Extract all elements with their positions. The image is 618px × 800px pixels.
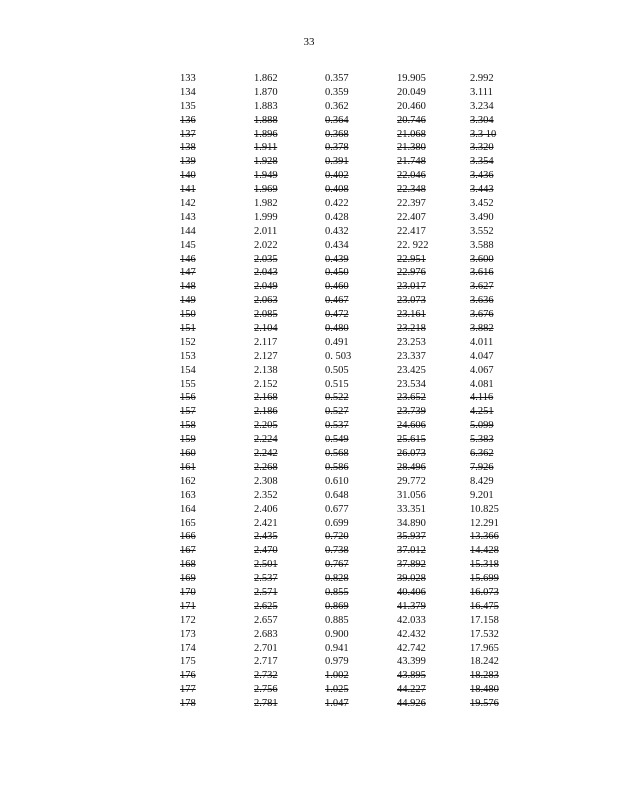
table-cell: 0.677 — [325, 503, 349, 515]
table-cell: 2.701 — [254, 642, 278, 654]
table-cell: 0.767 — [325, 559, 349, 571]
table-cell: 35.937 — [397, 531, 426, 543]
table-cell: 23.253 — [397, 336, 426, 348]
table-cell: 8.429 — [470, 475, 494, 487]
table-cell: 12.291 — [470, 517, 499, 529]
table-cell: 166 — [180, 531, 196, 543]
table-cell: 2.085 — [254, 309, 278, 321]
table-cell: 2.537 — [254, 573, 278, 585]
table-cell: 176 — [180, 670, 196, 682]
table-cell: 40.406 — [397, 586, 426, 598]
table-cell: 4.011 — [470, 336, 494, 348]
table-cell: 2.781 — [254, 698, 278, 710]
table-cell: 171 — [180, 600, 196, 612]
table-cell: 33.351 — [397, 503, 426, 515]
table-cell: 1.911 — [254, 142, 278, 154]
table-cell: 0.738 — [325, 545, 349, 557]
table-cell: 1.047 — [325, 698, 349, 710]
table-cell: 0.368 — [325, 128, 349, 140]
table-cell: 42.432 — [397, 628, 426, 640]
table-cell: 137 — [180, 128, 196, 140]
table-cell: 39.028 — [397, 573, 426, 585]
table-cell: 1.883 — [254, 100, 278, 112]
table-cell: 0.402 — [325, 170, 349, 182]
table-cell: 18.242 — [470, 656, 499, 668]
table-cell: 134 — [180, 86, 196, 98]
table-cell: 0.472 — [325, 309, 349, 321]
table-cell: 2.732 — [254, 670, 278, 682]
table-cell: 169 — [180, 573, 196, 585]
table-cell: 3.111 — [470, 86, 493, 98]
table-cell: 2.571 — [254, 586, 278, 598]
table-cell: 43.895 — [397, 670, 426, 682]
table-cell: 18.480 — [470, 684, 499, 696]
table-cell: 0.439 — [325, 253, 349, 265]
table-cell: 22.046 — [397, 170, 426, 182]
table-cell: 0.527 — [325, 406, 349, 418]
table-cell: 136 — [180, 114, 196, 126]
table-cell: 23.218 — [397, 323, 426, 335]
table-cell: 2.127 — [254, 350, 278, 362]
table-cell: 10.825 — [470, 503, 499, 515]
table-cell: 2.657 — [254, 614, 278, 626]
table-cell: 23.073 — [397, 295, 426, 307]
table-cell: 0.467 — [325, 295, 349, 307]
table-cell: 0.357 — [325, 73, 349, 84]
table-cell: 0.505 — [325, 364, 349, 376]
table-cell: 28.496 — [397, 461, 426, 473]
table-cell: 138 — [180, 142, 196, 154]
table-cell: 2.352 — [254, 489, 278, 501]
table-cell: 17.158 — [470, 614, 499, 626]
table-cell: 23.425 — [397, 364, 426, 376]
table-cell: 5.383 — [470, 434, 494, 446]
table-cell: 23.337 — [397, 350, 426, 362]
table-cell: 170 — [180, 586, 196, 598]
table-cell: 3.588 — [470, 239, 494, 251]
table-cell: 152 — [180, 336, 196, 348]
table-cell: 2.242 — [254, 448, 278, 460]
table-cell: 1.002 — [325, 670, 349, 682]
table-cell: 16.073 — [470, 586, 499, 598]
table-cell: 1.025 — [325, 684, 349, 696]
table-cell: 44.227 — [397, 684, 426, 696]
table-cell: 3.600 — [470, 253, 494, 265]
table-cell: 22.417 — [397, 225, 426, 237]
table-cell: 168 — [180, 559, 196, 571]
table-cell: 2.308 — [254, 475, 278, 487]
table-cell: 22.397 — [397, 198, 426, 210]
table-cell: 0.549 — [325, 434, 349, 446]
table-cell: 26.073 — [397, 448, 426, 460]
table-cell: 156 — [180, 392, 196, 404]
table-cell: 13.366 — [470, 531, 499, 543]
table-cell: 20.049 — [397, 86, 426, 98]
table-cell: 3.452 — [470, 198, 494, 210]
table-cell: 43.399 — [397, 656, 426, 668]
table-cell: 3.676 — [470, 309, 494, 321]
table-cell: 7.926 — [470, 461, 494, 473]
table-cell: 2.625 — [254, 600, 278, 612]
table-cell: 2.011 — [254, 225, 278, 237]
table-cell: 3.616 — [470, 267, 494, 279]
table-cell: 0.491 — [325, 336, 349, 348]
table-cell: 2.421 — [254, 517, 278, 529]
table-cell: 151 — [180, 323, 196, 335]
table-cell: 19.576 — [470, 698, 499, 710]
table-cell: 23.652 — [397, 392, 426, 404]
table-cell: 2.683 — [254, 628, 278, 640]
table-cell: 4.067 — [470, 364, 494, 376]
table-cell: 4.081 — [470, 378, 494, 390]
table-cell: 0.979 — [325, 656, 349, 668]
table-cell: 25.615 — [397, 434, 426, 446]
table-cell: 2.470 — [254, 545, 278, 557]
table-cell: 4.047 — [470, 350, 494, 362]
table-cell: 1.969 — [254, 184, 278, 196]
table-cell: 22.407 — [397, 211, 426, 223]
table-cell: 0.450 — [325, 267, 349, 279]
table-cell: 37.012 — [397, 545, 426, 557]
table-cell: 172 — [180, 614, 196, 626]
table-cell: 0.568 — [325, 448, 349, 460]
table-cell: 147 — [180, 267, 196, 279]
table-cell: 2.168 — [254, 392, 278, 404]
table-cell: 0.359 — [325, 86, 349, 98]
table-cell: 0.941 — [325, 642, 349, 654]
table-cell: 0.900 — [325, 628, 349, 640]
table-cell: 162 — [180, 475, 196, 487]
table-cell: 155 — [180, 378, 196, 390]
table-cell: 42.742 — [397, 642, 426, 654]
table-cell: 14.428 — [470, 545, 499, 557]
table-cell: 0.869 — [325, 600, 349, 612]
table-cell: 2.992 — [470, 73, 494, 84]
table-cell: 22.951 — [397, 253, 426, 265]
table-cell: 0.515 — [325, 378, 349, 390]
table-cell: 0.699 — [325, 517, 349, 529]
table-cell: 0.364 — [325, 114, 349, 126]
table-cell: 178 — [180, 698, 196, 710]
table-cell: 2.205 — [254, 420, 278, 432]
table-cell: 3.3 10 — [470, 128, 497, 140]
table-cell: 2.117 — [254, 336, 278, 348]
table-cell: 165 — [180, 517, 196, 529]
table-cell: 0.428 — [325, 211, 349, 223]
table-cell: 144 — [180, 225, 196, 237]
table-cell: 21.068 — [397, 128, 426, 140]
table-cell: 1.949 — [254, 170, 278, 182]
table-cell: 135 — [180, 100, 196, 112]
table-cell: 5.099 — [470, 420, 494, 432]
table-cell: 29.772 — [397, 475, 426, 487]
table-cell: 2.406 — [254, 503, 278, 515]
table-cell: 3.627 — [470, 281, 494, 293]
table-cell: 2.043 — [254, 267, 278, 279]
table-cell: 15.699 — [470, 573, 499, 585]
table-cell: 20.746 — [397, 114, 426, 126]
table-cell: 1.870 — [254, 86, 278, 98]
table-cell: 2.104 — [254, 323, 278, 335]
table-cell: 0.586 — [325, 461, 349, 473]
table-cell: 150 — [180, 309, 196, 321]
table-cell: 0.855 — [325, 586, 349, 598]
table-cell: 0.434 — [325, 239, 349, 251]
table-cell: 2.435 — [254, 531, 278, 543]
table-cell: 42.033 — [397, 614, 426, 626]
table-cell: 2.049 — [254, 281, 278, 293]
table-cell: 145 — [180, 239, 196, 251]
table-cell: 15.318 — [470, 559, 499, 571]
table-cell: 22.976 — [397, 267, 426, 279]
table-cell: 158 — [180, 420, 196, 432]
table-cell: 18.283 — [470, 670, 499, 682]
table-cell: 2.035 — [254, 253, 278, 265]
table-cell: 164 — [180, 503, 196, 515]
table-cell: 23.161 — [397, 309, 426, 321]
table-cell: 0.610 — [325, 475, 349, 487]
page-number: 33 — [303, 36, 315, 48]
table-cell: 16.475 — [470, 600, 499, 612]
table-cell: 146 — [180, 253, 196, 265]
table-cell: 3.882 — [470, 323, 494, 335]
table-cell: 143 — [180, 211, 196, 223]
table-cell: 0.480 — [325, 323, 349, 335]
table-cell: 1.888 — [254, 114, 278, 126]
table-cell: 37.892 — [397, 559, 426, 571]
table-cell: 0.391 — [325, 156, 349, 168]
table-cell: 17.532 — [470, 628, 499, 640]
table-cell: 161 — [180, 461, 196, 473]
table-cell: 3.354 — [470, 156, 494, 168]
table-cell: 3.552 — [470, 225, 494, 237]
table-cell: 4.251 — [470, 406, 494, 418]
table-cell: 173 — [180, 628, 196, 640]
table-cell: 24.606 — [397, 420, 426, 432]
table-cell: 2.186 — [254, 406, 278, 418]
table-cell: 2.063 — [254, 295, 278, 307]
table-cell: 177 — [180, 684, 196, 696]
table-cell: 140 — [180, 170, 196, 182]
table-cell: 0.720 — [325, 531, 349, 543]
table-cell: 1.896 — [254, 128, 278, 140]
table-cell: 0.885 — [325, 614, 349, 626]
table-cell: 4.116 — [470, 392, 494, 404]
table-cell: 2.501 — [254, 559, 278, 571]
table-cell: 157 — [180, 406, 196, 418]
table-cell: 148 — [180, 281, 196, 293]
table-cell: 0.522 — [325, 392, 349, 404]
table-cell: 2.152 — [254, 378, 278, 390]
table-cell: 22. 922 — [397, 239, 429, 251]
table-cell: 0.422 — [325, 198, 349, 210]
table-cell: 3.320 — [470, 142, 494, 154]
table-cell: 2.022 — [254, 239, 278, 251]
table-cell: 31.056 — [397, 489, 426, 501]
table-cell: 17.965 — [470, 642, 499, 654]
table-cell: 23.017 — [397, 281, 426, 293]
table-cell: 2.268 — [254, 461, 278, 473]
table-cell: 21.748 — [397, 156, 426, 168]
table-cell: 41.379 — [397, 600, 426, 612]
table-cell: 159 — [180, 434, 196, 446]
table-cell: 0.648 — [325, 489, 349, 501]
table-cell: 0. 503 — [325, 350, 352, 362]
table-cell: 1.862 — [254, 73, 278, 84]
table-cell: 139 — [180, 156, 196, 168]
table-cell: 1.928 — [254, 156, 278, 168]
table-cell: 2.224 — [254, 434, 278, 446]
table-cell: 160 — [180, 448, 196, 460]
table-cell: 175 — [180, 656, 196, 668]
table-cell: 3.636 — [470, 295, 494, 307]
table-cell: 141 — [180, 184, 196, 196]
table-cell: 3.443 — [470, 184, 494, 196]
table-cell: 0.828 — [325, 573, 349, 585]
table-cell: 22.348 — [397, 184, 426, 196]
table-cell: 154 — [180, 364, 196, 376]
table-cell: 0.460 — [325, 281, 349, 293]
table-cell: 2.717 — [254, 656, 278, 668]
table-cell: 3.234 — [470, 100, 494, 112]
table-cell: 3.436 — [470, 170, 494, 182]
table-cell: 23.534 — [397, 378, 426, 390]
table-cell: 34.890 — [397, 517, 426, 529]
table-cell: 23.739 — [397, 406, 426, 418]
table-cell: 133 — [180, 73, 196, 84]
table-cell: 19.905 — [397, 73, 426, 84]
table-cell: 149 — [180, 295, 196, 307]
table-cell: 163 — [180, 489, 196, 501]
table-cell: 0.408 — [325, 184, 349, 196]
table-cell: 2.138 — [254, 364, 278, 376]
table-cell: 6.362 — [470, 448, 494, 460]
table-cell: 21.380 — [397, 142, 426, 154]
table-cell: 0.537 — [325, 420, 349, 432]
table-cell: 167 — [180, 545, 196, 557]
table-cell: 0.378 — [325, 142, 349, 154]
table-cell: 3.304 — [470, 114, 494, 126]
table-cell: 3.490 — [470, 211, 494, 223]
table-cell: 174 — [180, 642, 196, 654]
table-cell: 44.926 — [397, 698, 426, 710]
table-cell: 2.756 — [254, 684, 278, 696]
table-cell: 1.999 — [254, 211, 278, 223]
table-cell: 153 — [180, 350, 196, 362]
table-cell: 142 — [180, 198, 196, 210]
table-cell: 20.460 — [397, 100, 426, 112]
table-cell: 0.432 — [325, 225, 349, 237]
table-cell: 1.982 — [254, 198, 278, 210]
table-cell: 9.201 — [470, 489, 494, 501]
table-cell: 0.362 — [325, 100, 349, 112]
